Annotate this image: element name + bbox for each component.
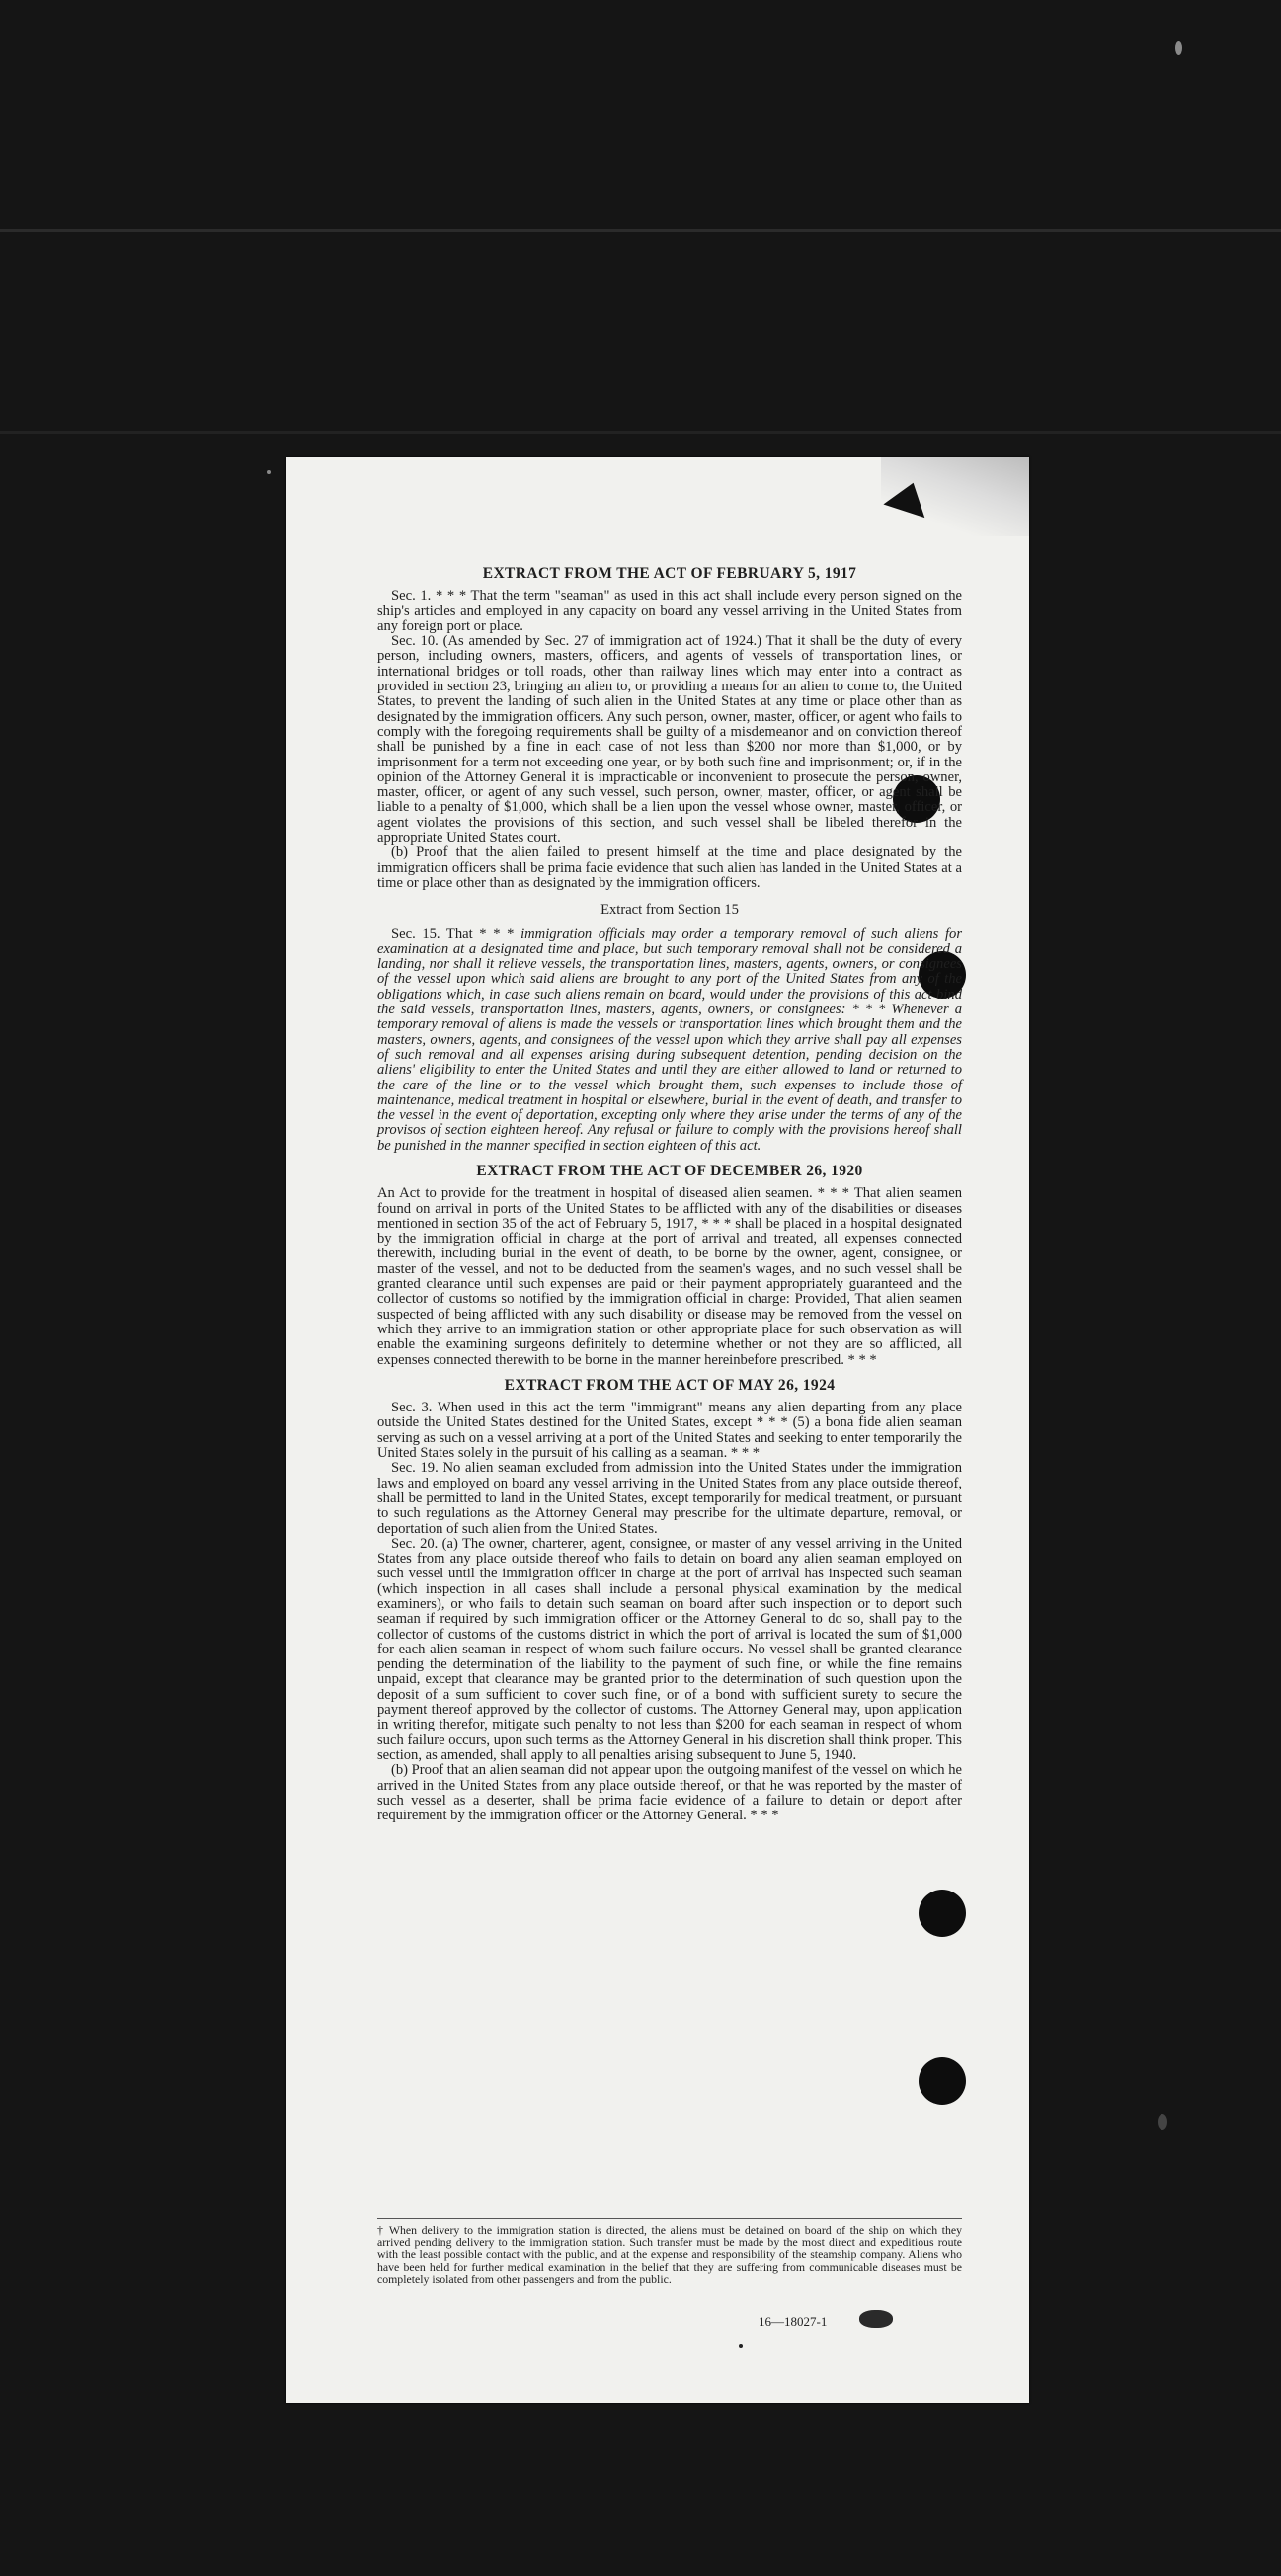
paragraph-1924-sec20: Sec. 20. (a) The owner, charterer, agent, consignee, or master of any vessel arriving in the United States from any place outside thereof who fails to detain on board any alien seaman employed on such vessel until the immigration officer in charge at the port of arrival has inspected such seaman (which inspection in all cases shall include a personal physical examination by the medical examiners), or who fails to detain such seaman on board after such inspection or to deport such seaman if required by such immigration officer or the Attorney General to do so, shall pay to the collector of customs of the customs district in which the port of arrival is located the sum of $1,000 for each alien seaman in respect of whom such failure occurs. No vessel shall be granted clearance pending the determination of the liability to the payment of such fine, or while the fine remains unpaid, except that clearance may be granted prior to the determination of such question upon the deposit of a sum sufficient to cover such fine, or of a bond with sufficient surety to secure the payment thereof approved by the collector of customs. The Attorney General may, upon application in writing therefor, mitigate such penalty to not less than $200 for each seaman in respect of whom such failure occurs, upon such terms as the Attorney General in his discretion shall think proper. This section, as amended, shall apply to all penalties arising subsequent to June 5, 1940. (377, 1535, 962, 1763)
paragraph-1924-sec3: Sec. 3. When used in this act the term "immigrant" means any alien departing from any place outside the United States destined for the United States, except * * * (5) a bona fide alien seaman serving as such on a vessel arriving at a port of the United States and seeking to enter temporarily the United States solely in the pursuit of his calling as a seaman. * * * (377, 1400, 962, 1462)
paragraph-sec15 (377, 927, 962, 1154)
heading-act-1924: EXTRACT FROM THE ACT OF MAY 26, 1924 (504, 1376, 836, 1394)
paragraph-1924-sec19: Sec. 19. No alien seaman excluded from admission into the United States under the immigration laws and employed on board any vessel arriving in the United States from any place outside thereof, shall be permitted to land in the United States, except temporarily for medical treatment, or pursuant to such regulations as the Attorney General may prescribe for the ultimate departure, removal, or deportation of such alien from the United States. (377, 1460, 962, 1537)
heading-act-1917: EXTRACT FROM THE ACT OF FEBRUARY 5, 1917 (482, 565, 857, 582)
form-number: 16—18027-1 (759, 2314, 828, 2329)
punch-hole (919, 1890, 966, 1937)
scan-speck (1158, 2114, 1167, 2130)
scan-speck (1175, 41, 1182, 55)
page-dot (739, 2344, 743, 2348)
scan-streak (0, 229, 1281, 232)
scan-streak (0, 431, 1281, 434)
document-body (377, 556, 962, 1823)
heading-act-1920: EXTRACT FROM THE ACT OF DECEMBER 26, 1920 (476, 1162, 863, 1179)
heading-section-15: Extract from Section 15 (600, 902, 739, 919)
punch-hole (919, 2057, 966, 2105)
ink-smudge (859, 2310, 893, 2328)
sec15-lead: Sec. 15. That * * * (391, 926, 515, 942)
scan-speck (267, 470, 271, 474)
paragraph-1917-sec10b: (b) Proof that the alien failed to present himself at the time and place designated by the immigration officers shall be prima facie evidence that such alien has landed in the United States at a time or place other than as designated by the immigration officers. (377, 845, 962, 891)
paragraph-1920: An Act to provide for the treatment in hospital of diseased alien seamen. * * * That alien seamen found on arrival in ports of the United States to be afflicted with any of the disabilities or diseases mentioned in section 35 of the act of February 5, 1917, * * * shall be placed in a hospital designated by the immigration official in charge at the port of arrival and treated, all expenses connected therewith, including burial in the event of death, to be borne by the owner, agent, consignee, or master of the vessel, and not to be deducted from the seamen's wages, and no such vessel shall be granted clearance until such expenses are paid or their payment appropriately guaranteed and the collector of customs so notified by the immigration official in charge: Provided, That alien seamen suspected of being afflicted with any such disability or disease may be removed from the vessel on which they arrive to an immigration station or other appropriate place for such observation as will enable the examining surgeons definitely to determine whether or not they are so afflicted, all expenses connected therewith to be borne in the manner hereinbefore prescribed. * * * (377, 1185, 962, 1368)
document-page (286, 457, 1029, 2403)
paragraph-1924-sec20b: (b) Proof that an alien seaman did not appear upon the outgoing manifest of the vessel on which he arrived in the United States from any place outside thereof, or that he was reported by the master of such vessel as a deserter, shall be prima facie evidence of a failure to detain or deport after requirement by the immigration officer or the Attorney General. * * * (377, 1762, 962, 1824)
paragraph-1917-sec1: Sec. 1. * * * That the term "seaman" as used in this act shall include every person signed on the ship's articles and employed in any capacity on board any vessel arriving in the United States from any foreign port or place. (377, 588, 962, 634)
paragraph-1917-sec10: Sec. 10. (As amended by Sec. 27 of immigration act of 1924.) That it shall be the duty of every person, including owners, masters, officers, and agents of vessels of transportation lines, or international bridges or toll roads, other than railway lines which may enter into a contract as provided in section 23, bringing an alien to, or providing a means for an alien to come to, the United States, to prevent the landing of such alien in the United States at any time or place other than as designated by the immigration officers. Any such person, owner, master, officer, or agent who fails to comply with the foregoing requirements shall be guilty of a misdemeanor and on conviction thereof shall be punished by a fine in each case of not less than $200 nor more than $1,000, or by imprisonment for a term not exceeding one year, or by both such fine and imprisonment; or, if in the opinion of the Attorney General it is impracticable or inconvenient to prosecute the person, owner, master, officer, or agent of any such vessel, such person, owner, master, officer, or agent shall be liable to a penalty of $1,000, which shall be a lien upon the vessel whose owner, master, officer, or agent violates the provisions of this section, and such vessel shall be libeled therefor in the appropriate United States court. (377, 633, 962, 846)
sec15-body: immigration officials may order a temporary removal of such aliens for examination at a designated time and place, but such temporary removal shall not be considered a landing, nor shall it relieve vessels, the transportation lines, masters, agents, owners, or consignees of the vessel upon which said aliens are brought to any port of the United States from any of the obligations which, in case such aliens remain on board, would under the provisions of this act bind the said vessels, transportation lines, masters, agents, owners, or consignees: * * * Whenever a temporary removal of aliens is made the vessels or transportation lines which brought them and the masters, owners, agents, and consignees of the vessel upon which they arrive shall pay all expenses of such removal and all expenses arising during subsequent detention, pending decision on the aliens' eligibility to enter the United States and until they are either allowed to land or returned to the care of the line or to the vessel which brought them, such expenses to include those of maintenance, medical treatment in hospital or elsewhere, burial in the event of death, and transfer to the vessel in the event of deportation, excepting only where they arise under the terms of any of the provisos of section eighteen hereof. Any refusal or failure to comply with the provisions hereof shall be punished in the manner specified in section eighteen of this act. (377, 926, 962, 1154)
footnote: † When delivery to the immigration station is directed, the aliens must be detained on board of the ship on which they arrived pending delivery to the immigration station. Such transfer must be made by the most direct and expeditious route with the least possible contact with the public, and at the expense and responsibility of the steamship company. Aliens who have been held for further medical examination in the belief that they are suffering from communicable diseases must be completely isolated from other passengers and from the public. (377, 2218, 962, 2285)
